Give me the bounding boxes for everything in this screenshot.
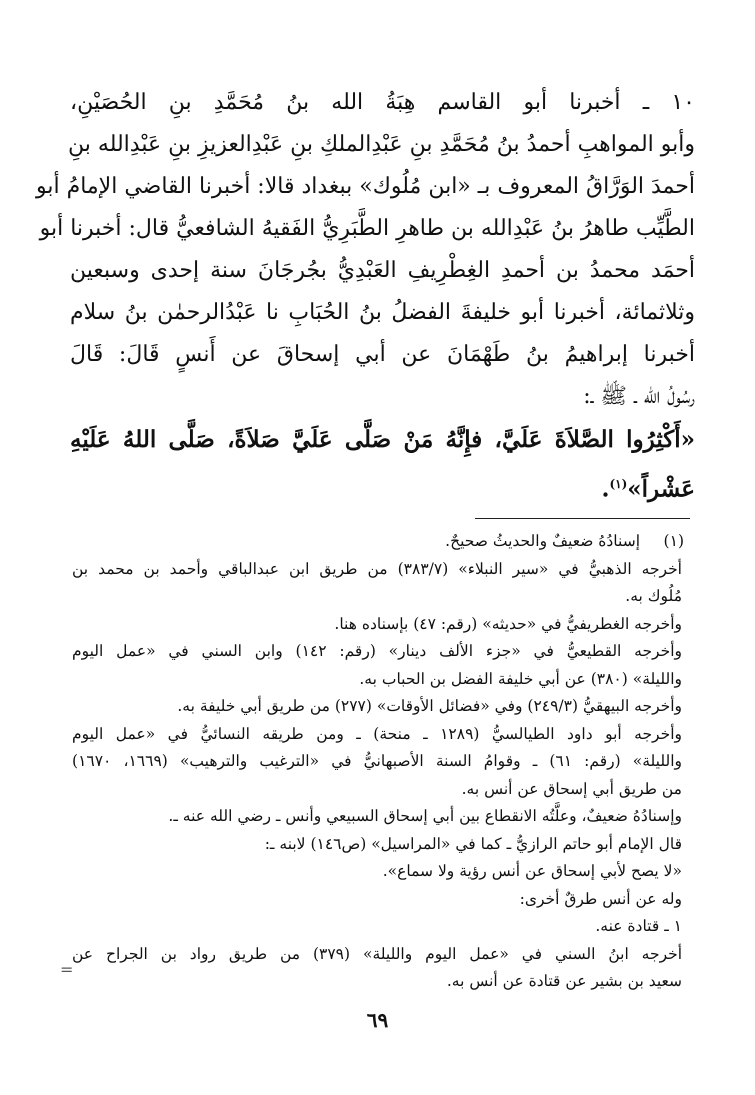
hadith-line-2-text: عَشْراً» bbox=[627, 475, 695, 503]
hadith-end-mark: . bbox=[601, 475, 610, 503]
footnote-line-14: وله عن أنس طرقٌ أخرى: bbox=[519, 889, 682, 908]
main-line-6: وثلاثمائة، أخبرنا أبو خليفةَ الفضلُ بنُ الحُبَابِ نا عَبْدُالرحمٰن بنُ سلام bbox=[70, 300, 695, 325]
footnote-line-6: والليلة» (٣٨٠) عن أبي خليفة الفضل بن الحباب به. bbox=[359, 669, 682, 688]
footnote-line-11: وإسنادُهُ ضعيفٌ، وعلَّتُه الانقطاع بين أبي إسحاق السبيعي وأنس ـ رضي الله عنه ـ. bbox=[168, 807, 682, 825]
footnote-line-13: «لا يصح لأبي إسحاق عن أنس رؤية ولا سماع». bbox=[382, 862, 682, 880]
main-line-7: أخبرنا إبراهيمُ بنُ طَهْمَانَ عن أبي إسحاقَ عن أَنسٍ قَالَ: قَالَ bbox=[70, 342, 695, 367]
footnote-line-16: أخرجه ابنُ السني في «عمل اليوم والليلة» (٣٧٩) من طريق رواد بن الجراح عن bbox=[72, 944, 683, 963]
footnote-line-7: وأخرجه البيهقيُّ (٢٤٩/٣) وفي «فضائل الأوقات» (٢٧٧) من طريق أبي خليفة به. bbox=[177, 697, 682, 715]
hadith-text-block bbox=[70, 418, 695, 506]
footnote-line-12: قال الإمام أبو حاتم الرازيُّ ـ كما في «المراسيل» (ص١٤٦) لابنه ـ: bbox=[264, 834, 682, 853]
main-line-1: ١٠ ـ أخبرنا أبو القاسم هِبَةُ الله بنُ مُحَمَّدِ بنِ الحُصَيْنِ، bbox=[70, 90, 695, 115]
main-line-2: وأبو المواهبِ أحمدُ بنُ مُحَمَّدِ بنِ عَبْدِالملكِ بنِ عَبْدِالعزيزِ بنِ عَبْدِالله بنِ bbox=[68, 132, 695, 157]
footnote-line-3: مُلُوك به. bbox=[625, 587, 682, 605]
footnote-line-2: أخرجه الذهبيُّ في «سير النبلاء» (٣٨٣/٧) من طريق ابن عبدالباقي وأحمد بن محمد بن bbox=[72, 559, 682, 578]
main-line-4: الطَّيِّب طاهرُ بنُ عَبْدِالله بن طاهرِ الطَّبَرِيُّ الفَقيهُ الشافعيُّ قال: أخبرنا أبو bbox=[39, 216, 695, 241]
continuation-mark: = bbox=[60, 960, 74, 979]
footnote-line-15: ١ ـ قتادة عنه. bbox=[595, 917, 682, 935]
main-line-5: أحمَد محمدُ بن أحمدِ الغِطْرِيفِ العَبْدِيُّ بجُرجَانَ سنة إحدى وسبعين bbox=[70, 258, 695, 283]
footnote-divider bbox=[475, 518, 690, 519]
main-line-8: رسُولُ الله ـ ﷺ ـ: bbox=[583, 384, 695, 409]
footnote-line-5: وأخرجه القطيعيُّ في «جزء الألف دينار» (رقم: ١٤٢) وابن السني في «عمل اليوم bbox=[72, 642, 682, 660]
footnote-reference[interactable]: (١) bbox=[609, 477, 628, 491]
footnote-line-17: سعيد بن بشير عن قتادة عن أنس به. bbox=[446, 972, 682, 990]
footnotes-block bbox=[72, 528, 682, 996]
footnote-line-8: وأخرجه أبو داود الطيالسيُّ (١٢٨٩ ـ منحة) ـ ومن طريقه النسائيُّ في «عمل اليوم bbox=[72, 724, 682, 743]
footnote-line-10: من طريق أبي إسحاق عن أنس به. bbox=[461, 779, 682, 798]
main-text-block bbox=[35, 82, 695, 418]
hadith-line-2 bbox=[70, 462, 695, 506]
footnote-line-9: والليلة» (رقم: ٦١) ـ وقوامُ السنة الأصبهانيُّ في «الترغيب والترهيب» (١٦٦٩، ١٦٧٠) bbox=[72, 752, 682, 770]
footnote-line-1: إسنادُهُ ضعيفٌ والحديثُ صحيحٌ. bbox=[445, 532, 640, 550]
footnote-label: (١) bbox=[663, 532, 684, 550]
hadith-line-1: «أَكْثِرُوا الصَّلاَةَ عَلَيَّ، فإِنَّهُ مَنْ صَلَّى عَلَيَّ صَلاَةً، صَلَّى اللهُ عَلَيْهِ bbox=[70, 426, 695, 453]
main-line-3: أحمدَ الوَرَّاقُ المعروف بـ «ابن مُلُوك» ببغداد قالا: أخبرنا القاضي الإمامُ أبو bbox=[35, 174, 695, 199]
page-number: ٦٩ bbox=[366, 1008, 389, 1032]
footnote-line-4: وأخرجه الغطريفيُّ في «حديثه» (رقم: ٤٧) بإسناده هنا. bbox=[334, 614, 682, 633]
